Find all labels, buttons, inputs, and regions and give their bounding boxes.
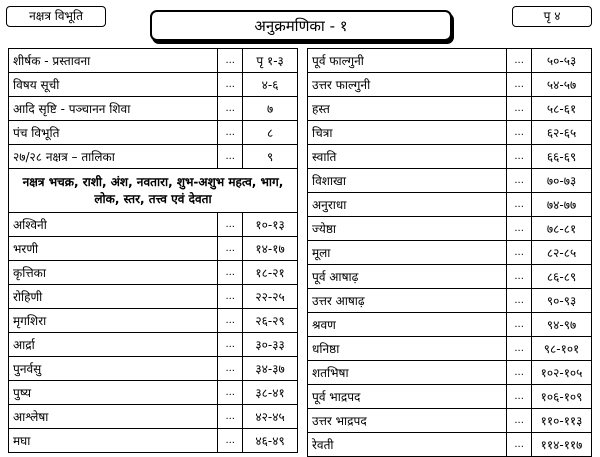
leader-dots: ... — [218, 381, 243, 405]
entry-title: मृगशिरा — [9, 309, 218, 333]
contents-row — [308, 73, 592, 97]
page-range: ७८-८१ — [532, 217, 592, 241]
entry-title: रोहिणी — [9, 285, 218, 309]
contents-row — [9, 121, 298, 145]
page-range: २२-२५ — [243, 285, 298, 309]
leader-dots: ... — [507, 337, 532, 361]
entry-title: पूर्व आषाढ़ — [308, 265, 507, 289]
contents-row — [9, 285, 298, 309]
page-range: ५४-५७ — [532, 73, 592, 97]
leader-dots: ... — [218, 49, 243, 73]
contents-row — [308, 289, 592, 313]
page-range: ३०-३३ — [243, 333, 298, 357]
entry-title: पूर्व भाद्रपद — [308, 385, 507, 409]
page-range: ५०-५३ — [532, 49, 592, 73]
contents-row — [308, 409, 592, 433]
entry-title: पुष्य — [9, 381, 218, 405]
leader-dots: ... — [218, 405, 243, 429]
page-range: ८ — [243, 121, 298, 145]
page-range: १८-२१ — [243, 261, 298, 285]
leader-dots: ... — [507, 121, 532, 145]
contents-row — [308, 313, 592, 337]
leader-dots: ... — [218, 237, 243, 261]
contents-row — [9, 261, 298, 285]
entry-title: अश्विनी — [9, 213, 218, 237]
leader-dots: ... — [507, 97, 532, 121]
leader-dots: ... — [218, 73, 243, 97]
contents-row — [308, 385, 592, 409]
leader-dots: ... — [507, 49, 532, 73]
contents-row — [308, 361, 592, 385]
contents-row — [308, 97, 592, 121]
page-range: ४६-४९ — [243, 429, 298, 453]
leader-dots: ... — [218, 121, 243, 145]
entry-title: कृत्तिका — [9, 261, 218, 285]
page-range: १४-१७ — [243, 237, 298, 261]
leader-dots: ... — [218, 309, 243, 333]
contents-row — [9, 97, 298, 121]
contents-row — [308, 169, 592, 193]
contents-row — [308, 121, 592, 145]
entry-title: पूर्व फाल्गुनी — [308, 49, 507, 73]
leader-dots: ... — [507, 265, 532, 289]
entry-title: आदि सृष्टि - पञ्चानन शिवा — [9, 97, 218, 121]
entry-title: शतभिषा — [308, 361, 507, 385]
contents-row — [9, 73, 298, 97]
contents-row — [9, 213, 298, 237]
leader-dots: ... — [507, 385, 532, 409]
contents-row — [308, 145, 592, 169]
entry-title: चित्रा — [308, 121, 507, 145]
page-range: ७४-७७ — [532, 193, 592, 217]
entry-title: २७/२८ नक्षत्र – तालिका — [9, 145, 218, 169]
page-range: ११४-११७ — [532, 433, 592, 457]
page-range: १०६-१०९ — [532, 385, 592, 409]
page-range: ८२-८५ — [532, 241, 592, 265]
entry-title: अनुराधा — [308, 193, 507, 217]
entry-title: स्वाति — [308, 145, 507, 169]
leader-dots: ... — [507, 433, 532, 457]
contents-table-left — [8, 48, 298, 453]
leader-dots: ... — [507, 169, 532, 193]
page-range: १०-१३ — [243, 213, 298, 237]
page-range: पृ १-३ — [243, 49, 298, 73]
leader-dots: ... — [507, 73, 532, 97]
entry-title: आर्द्रा — [9, 333, 218, 357]
leader-dots: ... — [218, 285, 243, 309]
contents-row — [9, 333, 298, 357]
contents-row — [308, 193, 592, 217]
entry-title: मघा — [9, 429, 218, 453]
leader-dots: ... — [218, 261, 243, 285]
page-range: ४-६ — [243, 73, 298, 97]
leader-dots: ... — [507, 289, 532, 313]
leader-dots: ... — [218, 145, 243, 169]
leader-dots: ... — [507, 241, 532, 265]
page-range: ९०-९३ — [532, 289, 592, 313]
page-number-label: पृ ४ — [512, 6, 592, 27]
entry-title: मूला — [308, 241, 507, 265]
leader-dots: ... — [507, 313, 532, 337]
leader-dots: ... — [218, 97, 243, 121]
book-title-label: नक्षत्र विभूति — [6, 6, 106, 27]
page-range: ४२-४५ — [243, 405, 298, 429]
page-range: ३४-३७ — [243, 357, 298, 381]
page-range: ६६-६९ — [532, 145, 592, 169]
entry-title: विशाखा — [308, 169, 507, 193]
page-range: ५८-६१ — [532, 97, 592, 121]
leader-dots: ... — [507, 361, 532, 385]
entry-title: उत्तर फाल्गुनी — [308, 73, 507, 97]
page-range: ९४-९७ — [532, 313, 592, 337]
entry-title: श्रवण — [308, 313, 507, 337]
page-range: ९८-१०१ — [532, 337, 592, 361]
contents-row — [308, 49, 592, 73]
page-range: १०२-१०५ — [532, 361, 592, 385]
entry-title: विषय सूची — [9, 73, 218, 97]
contents-row — [308, 433, 592, 457]
leader-dots: ... — [507, 193, 532, 217]
section-heading-row — [9, 169, 298, 213]
contents-tables — [8, 48, 592, 452]
page-range: ८६-८९ — [532, 265, 592, 289]
entry-title: उत्तर भाद्रपद — [308, 409, 507, 433]
page-range: ७०-७३ — [532, 169, 592, 193]
page-range: ११०-११३ — [532, 409, 592, 433]
contents-row — [9, 145, 298, 169]
leader-dots: ... — [507, 145, 532, 169]
leader-dots: ... — [218, 357, 243, 381]
entry-title: पुनर्वसु — [9, 357, 218, 381]
entry-title: धनिष्ठा — [308, 337, 507, 361]
entry-title: पंच विभूति — [9, 121, 218, 145]
contents-table-right — [307, 48, 592, 457]
leader-dots: ... — [218, 429, 243, 453]
entry-title: शीर्षक - प्रस्तावना — [9, 49, 218, 73]
contents-row — [308, 265, 592, 289]
contents-row — [308, 241, 592, 265]
contents-row — [9, 357, 298, 381]
section-heading: नक्षत्र भचक्र, राशी, अंश, नवतारा, शुभ-अशुभ महत्व, भाग, लोक, स्तर, तत्त्व एवं देवता — [9, 169, 298, 213]
entry-title: ज्येष्ठा — [308, 217, 507, 241]
page-range: ९ — [243, 145, 298, 169]
entry-title: रेवती — [308, 433, 507, 457]
page-range: २६-२९ — [243, 309, 298, 333]
leader-dots: ... — [218, 333, 243, 357]
entry-title: आश्लेषा — [9, 405, 218, 429]
contents-row — [9, 49, 298, 73]
entry-title: हस्त — [308, 97, 507, 121]
entry-title: भरणी — [9, 237, 218, 261]
leader-dots: ... — [218, 213, 243, 237]
leader-dots: ... — [507, 409, 532, 433]
page-range: ७ — [243, 97, 298, 121]
page-title: अनुक्रमणिका - १ — [150, 10, 452, 41]
leader-dots: ... — [507, 217, 532, 241]
page-range: ३८-४१ — [243, 381, 298, 405]
contents-row — [9, 237, 298, 261]
contents-row — [308, 217, 592, 241]
contents-row — [9, 381, 298, 405]
page-range: ६२-६५ — [532, 121, 592, 145]
entry-title: उत्तर आषाढ़ — [308, 289, 507, 313]
contents-row — [308, 337, 592, 361]
contents-row — [9, 405, 298, 429]
contents-row — [9, 309, 298, 333]
